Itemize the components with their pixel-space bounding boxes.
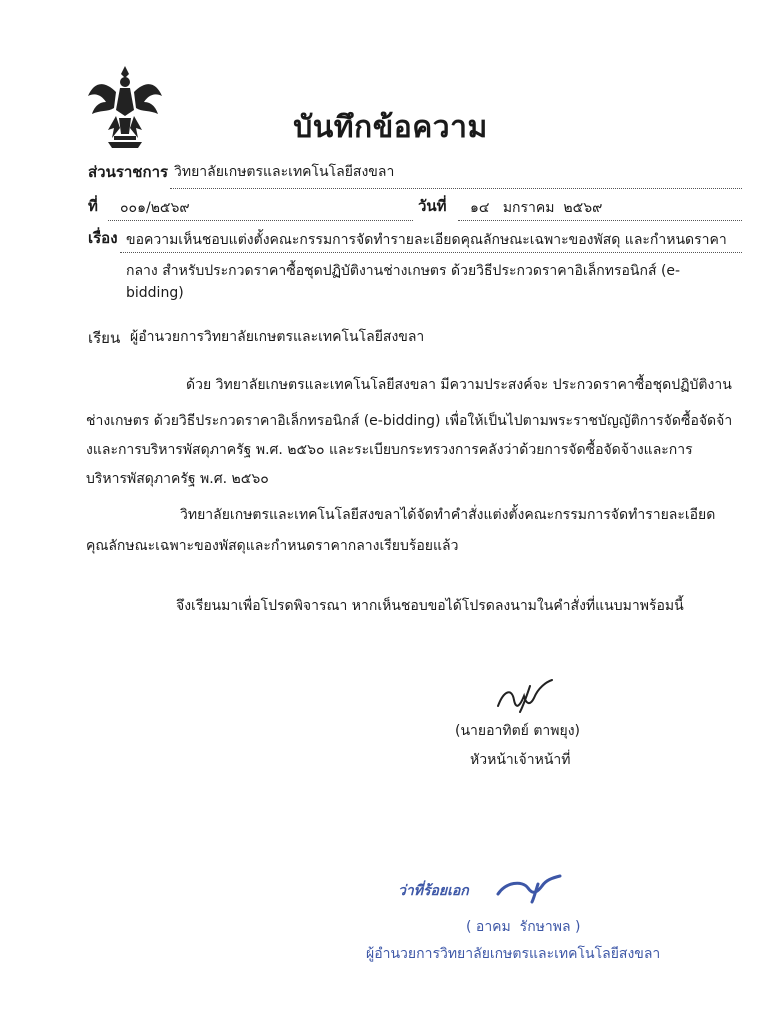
signer-name: (นายอาทิตย์ ตาพยุง) (455, 723, 581, 739)
subject-dotted-line (120, 252, 742, 253)
date-value: ๑๔ มกราคม ๒๕๖๙ (470, 200, 603, 216)
ref-dotted-line (108, 220, 413, 221)
signer-position: หัวหน้าเจ้าหน้าที่ (470, 752, 571, 768)
subject-line-1: ขอความเห็นชอบแต่งตั้งคณะกรรมการจัดทำรายละเอียดคุณลักษณะเฉพาะของพัสดุ และกำหนดราคา (126, 232, 727, 248)
date-dotted-line (458, 220, 742, 221)
subject-line-3: bidding) (126, 285, 184, 301)
director-position: ผู้อำนวยการวิทยาลัยเกษตรและเทคโนโลยีสงขลา (366, 946, 661, 962)
agency-value: วิทยาลัยเกษตรและเทคโนโลยีสงขลา (174, 164, 395, 180)
body-p2-line-1: วิทยาลัยเกษตรและเทคโนโลยีสงขลาได้จัดทำคำสั่งแต่งตั้งคณะกรรมการจัดทำรายละเอียด (180, 507, 716, 523)
agency-label: ส่วนราชการ (88, 163, 169, 181)
body-p2-line-2: คุณลักษณะเฉพาะของพัสดุและกำหนดราคากลางเรียบร้อยแล้ว (86, 538, 459, 554)
handwritten-signature-icon (490, 676, 560, 722)
to-label: เรียน (88, 329, 121, 347)
date-label: วันที่ (418, 197, 447, 215)
body-p1-line-4: บริหารพัสดุภาครัฐ พ.ศ. ๒๕๖๐ (86, 471, 269, 487)
body-p1-line-2: ช่างเกษตร ด้วยวิธีประกวดราคาอิเล็กทรอนิกส์ (e-bidding) เพื่อให้เป็นไปตามพระราชบัญญัติการจัดซื้อจัดจ้า (86, 413, 733, 429)
to-value: ผู้อำนวยการวิทยาลัยเกษตรและเทคโนโลยีสงขลา (130, 329, 425, 345)
agency-dotted-line (170, 188, 742, 189)
memo-title: บันทึกข้อความ (293, 110, 488, 145)
body-p1-line-1: ด้วย วิทยาลัยเกษตรและเทคโนโลยีสงขลา มีความประสงค์จะ ประกวดราคาซื้อชุดปฏิบัติงาน (186, 377, 732, 393)
director-name: ( อาคม รักษาพล ) (466, 919, 581, 935)
director-signature-icon (492, 872, 566, 906)
subject-label: เรื่อง (88, 229, 118, 247)
director-rank: ว่าที่ร้อยเอก (398, 883, 469, 899)
body-p1-line-3: งและการบริหารพัสดุภาครัฐ พ.ศ. ๒๕๖๐ และระเบียบกระทรวงการคลังว่าด้วยการจัดซื้อจัดจ้างและการ (86, 442, 693, 458)
closing-paragraph: จึงเรียนมาเพื่อโปรดพิจารณา หากเห็นชอบขอได้โปรดลงนามในคำสั่งที่แนบมาพร้อมนี้ (176, 598, 684, 614)
ref-label: ที่ (88, 197, 98, 215)
subject-line-2: กลาง สำหรับประกวดราคาซื้อชุดปฏิบัติงานช่างเกษตร ด้วยวิธีประกวดราคาอิเล็กทรอนิกส์ (e- (126, 263, 681, 279)
ref-value: ๐๐๑/๒๕๖๙ (120, 200, 190, 216)
